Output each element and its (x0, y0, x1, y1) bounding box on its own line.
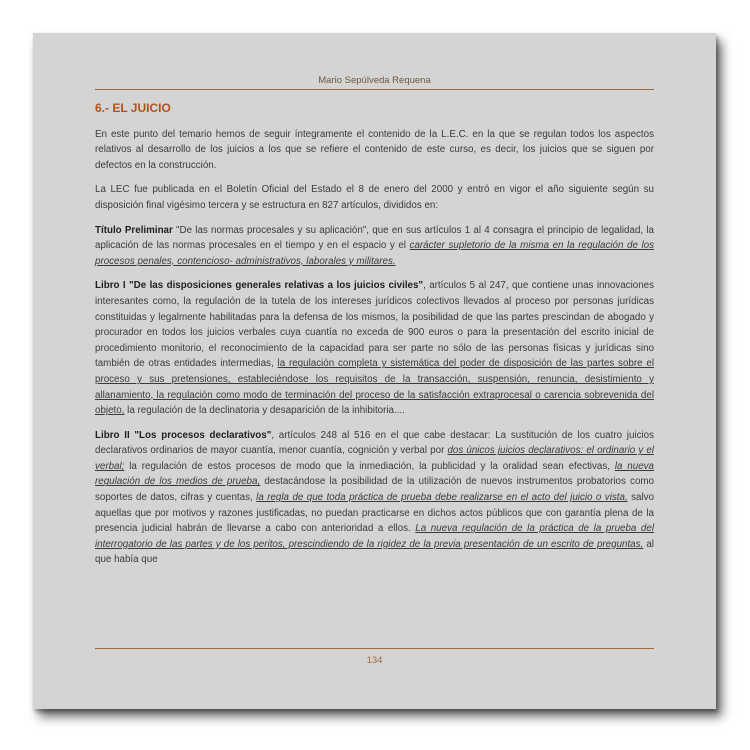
paragraph-intro: En este punto del temario hemos de seguir íntegramente el contenido de la L.E.C. en la que se regulan todos los aspectos relativos al desarrollo de los juicios a los que se refiere el contenido de este curso, es decir, los juicios que se siguen por defectos en la construcción. (95, 128, 654, 171)
paragraph-titulo-preliminar (95, 223, 654, 270)
paragraph-libro-1 (95, 278, 654, 418)
header-rule (95, 89, 654, 90)
paragraph-text: la regulación de la declinatoria y desaparición de la inhibitoria.... (124, 405, 405, 417)
paragraph-text: salvo aquellas que por motivos y razones justificadas, no puedan practicarse en dichos actos públicos que con garantía plena de la presencia judicial habrán de llevarse a cabo con anterioridad a ellos. (95, 492, 654, 535)
page-number: 134 (366, 655, 383, 666)
paragraph-text: la regulación de estos procesos de modo que la inmediación, la publicidad y la oralidad sean efectivas, (124, 460, 615, 472)
paragraph-lec: La LEC fue publicada en el Boletín Oficial del Estado el 8 de enero del 2000 y entró en vigor el año siguiente según su disposición final vigésimo tercera y se estructura en 827 artículos, divididos en: (95, 184, 654, 211)
underlined-text: la nueva regulación de los medios de prueba, (95, 460, 654, 488)
heading-libro-1: Libro I "De las disposiciones generales relativas a los juicios civiles" (95, 280, 424, 292)
footer-rule (95, 648, 654, 649)
paragraph-libro-2 (95, 428, 654, 568)
document-page (33, 33, 716, 709)
underlined-text: carácter supletorio de la misma en la regulación de los procesos penales, contencioso- administrativos, laborales y militares. (95, 240, 654, 267)
heading-titulo-preliminar: Título Preliminar (95, 224, 173, 236)
paragraph-text: al que había que (95, 538, 654, 566)
heading-libro-2: Libro II "Los procesos declarativos" (95, 429, 272, 441)
paragraph-text: "De las normas procesales y su aplicación", que en sus artículos 1 al 4 consagra el principio de legalidad, la aplicación de las normas procesales en el tiempo y en el espacio y el (95, 224, 654, 252)
paragraph-text: destacándose la posibilidad de la utilización de nuevos instrumentos probatorios como soportes de datos, cifras y cuentas, (95, 476, 654, 504)
section-title: 6.- EL JUICIO (95, 101, 171, 115)
underlined-text: la regla de que toda práctica de prueba debe realizarse en el acto del juicio o vista, (256, 492, 628, 504)
underlined-text: la regulación completa y sistemática del poder de disposición de las partes sobre el proceso y sus pretensiones, estableciéndose los requisitos de la transacción, suspensión, renuncia, desistimiento y allanamiento, la regulación como modo de terminación del proceso de la satisfacción extraprocesal o carencia sobrevenida del objeto, (95, 358, 654, 417)
underlined-text: La nueva regulación de la práctica de la prueba del interrogatorio de las partes y de los peritos, prescindiendo de la rigidez de la previa presentación de un escrito de preguntas, (95, 523, 654, 550)
paragraph-text: , artículos 5 al 247, que contiene unas innovaciones interesantes como, la regulación de la tutela de los intereses jurídicos colectivos llevados al proceso por personas jurídicas constituidas y legalmente habilitadas para la defensa de los mismos, la posibilidad de que las partes prescindan de abogado y procurador en todos los juicios verbales cuya cuantía no exceda de 900 euros o para la presentación del escrito inicial de procedimiento monitorio, el reconocimiento de la capacidad para ser parte no sólo de las personas físicas y jurídicas sino también de otras entidades intermedias, (95, 280, 655, 370)
paragraph-text: , artículos 248 al 516 en el que cabe destacar: La sustitución de los cuatro juicios declarativos ordinarios de mayor cuantía, menor cuantía, cognición y verbal por (95, 429, 654, 457)
page-body (95, 101, 654, 577)
running-header: Mario Sepúlveda Requena (318, 75, 431, 86)
underlined-text: dos únicos juicios declarativos: el ordinario y el verbal; (95, 445, 654, 472)
